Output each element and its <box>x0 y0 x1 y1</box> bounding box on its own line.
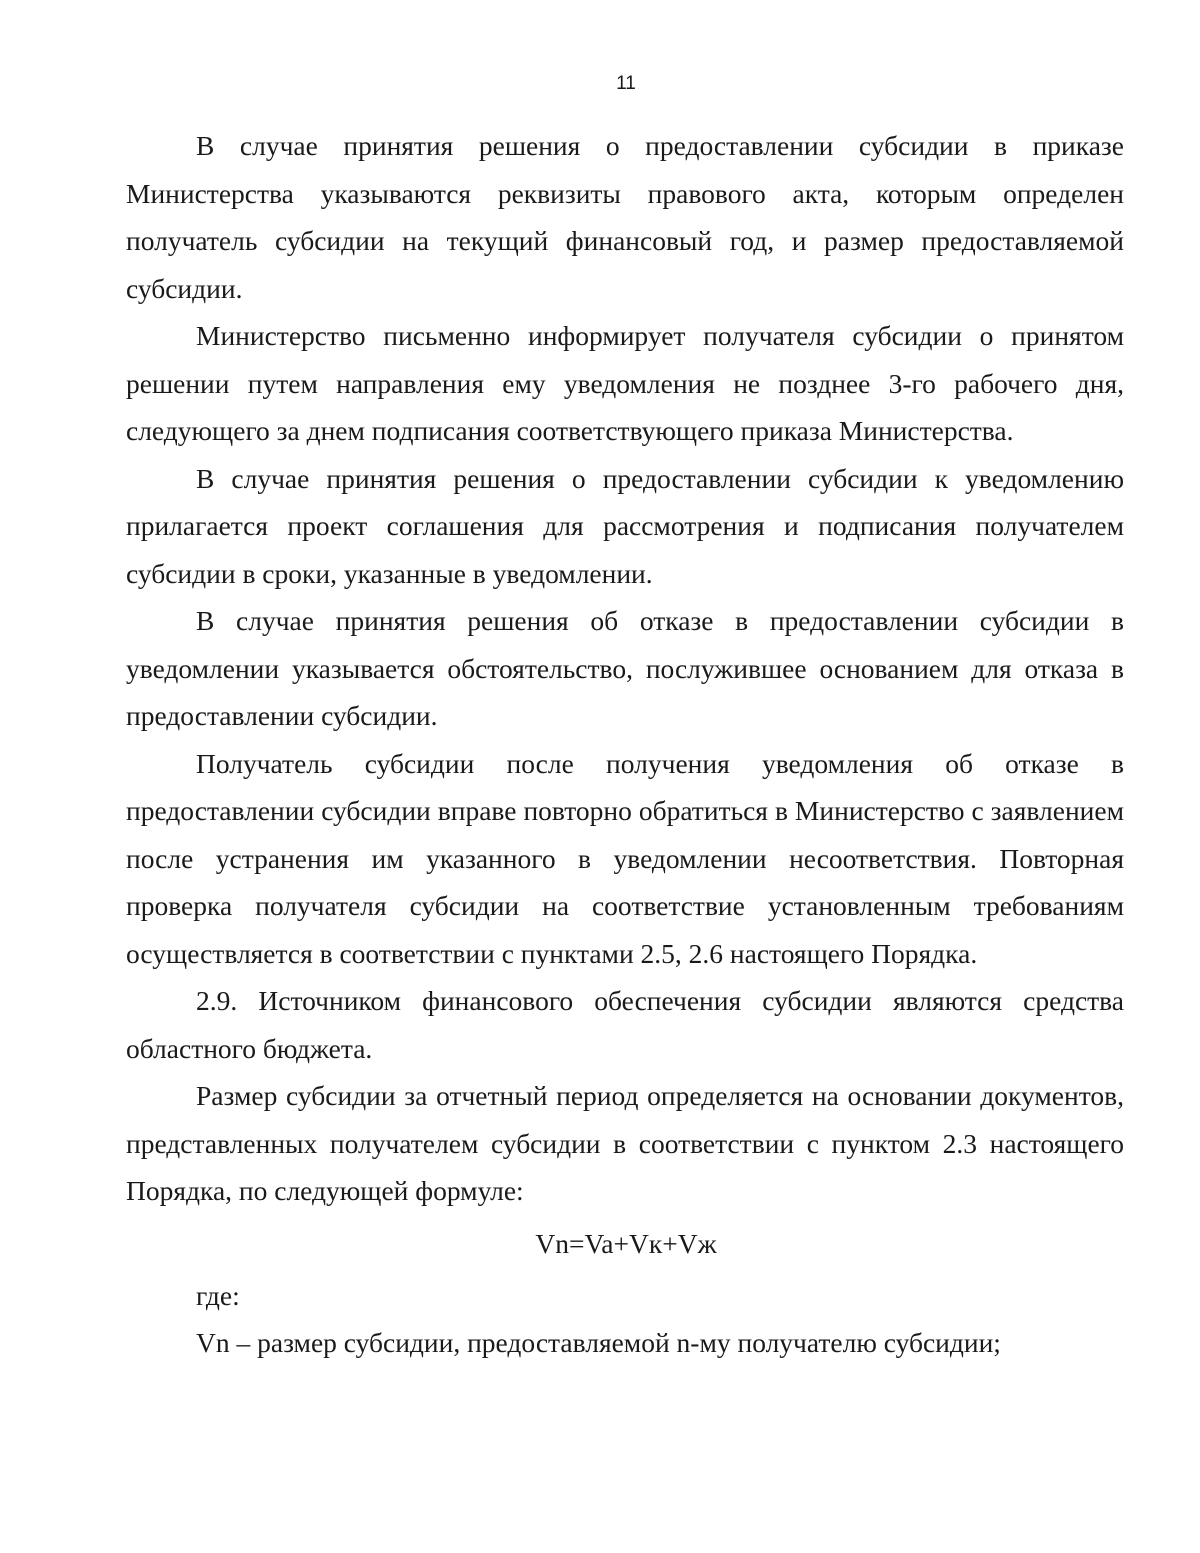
paragraph-refusal: В случае принятия решения об отказе в предоставлении субсидии в уведомлении указывается обстоятельство, послужившее основанием для отказа в предоставлении субсидии. <box>126 605 1124 731</box>
paragraph-reapplication: Получатель субсидии после получения уведомления об отказе в предоставлении субсидии вправе повторно обратиться в Министерство с заявлением после устранения им указанного в уведомлении несоответствия. Повторная проверка получателя субсидии на соответствие установленным требованиям осуществляется в соответствии с пунктами 2.5, 2.6 настоящего Порядка. <box>126 747 1124 969</box>
paragraph-agreement-draft: В случае принятия решения о предоставлении субсидии к уведомлению прилагается проект соглашения для рассмотрения и подписания получателем субсидии в сроки, указанные в уведомлении. <box>126 462 1124 589</box>
paragraph-funding-source: 2.9. Источником финансового обеспечения субсидии являются средства областного бюджета. <box>126 985 1124 1064</box>
page-number: 11 <box>616 73 636 94</box>
formula: Vn=Va+Vк+Vж <box>535 1227 717 1259</box>
paragraph-decision-order: В случае принятия решения о предоставлении субсидии в приказе Министерства указываются реквизиты правового акта, которым определен получатель субсидии на текущий финансовый год, и размер предоставляемой субсидии. <box>126 130 1124 304</box>
paragraph-subsidy-size: Размер субсидии за отчетный период определяется на основании документов, представленных получателем субсидии в соответствии с пунктом 2.3 настоящего Порядка, по следующей формуле: <box>126 1080 1124 1206</box>
document-body <box>126 122 1124 1367</box>
definition-vn: Vn – размер субсидии, предоставляемой n-му получателю субсидии; <box>196 1327 1001 1358</box>
paragraph-notification: Министерство письменно информирует получателя субсидии о принятом решении путем направления ему уведомления не позднее 3-го рабочего дня, следующего за днем подписания соответствующего приказа Министерства. <box>126 320 1124 446</box>
where-label: где: <box>196 1279 240 1311</box>
